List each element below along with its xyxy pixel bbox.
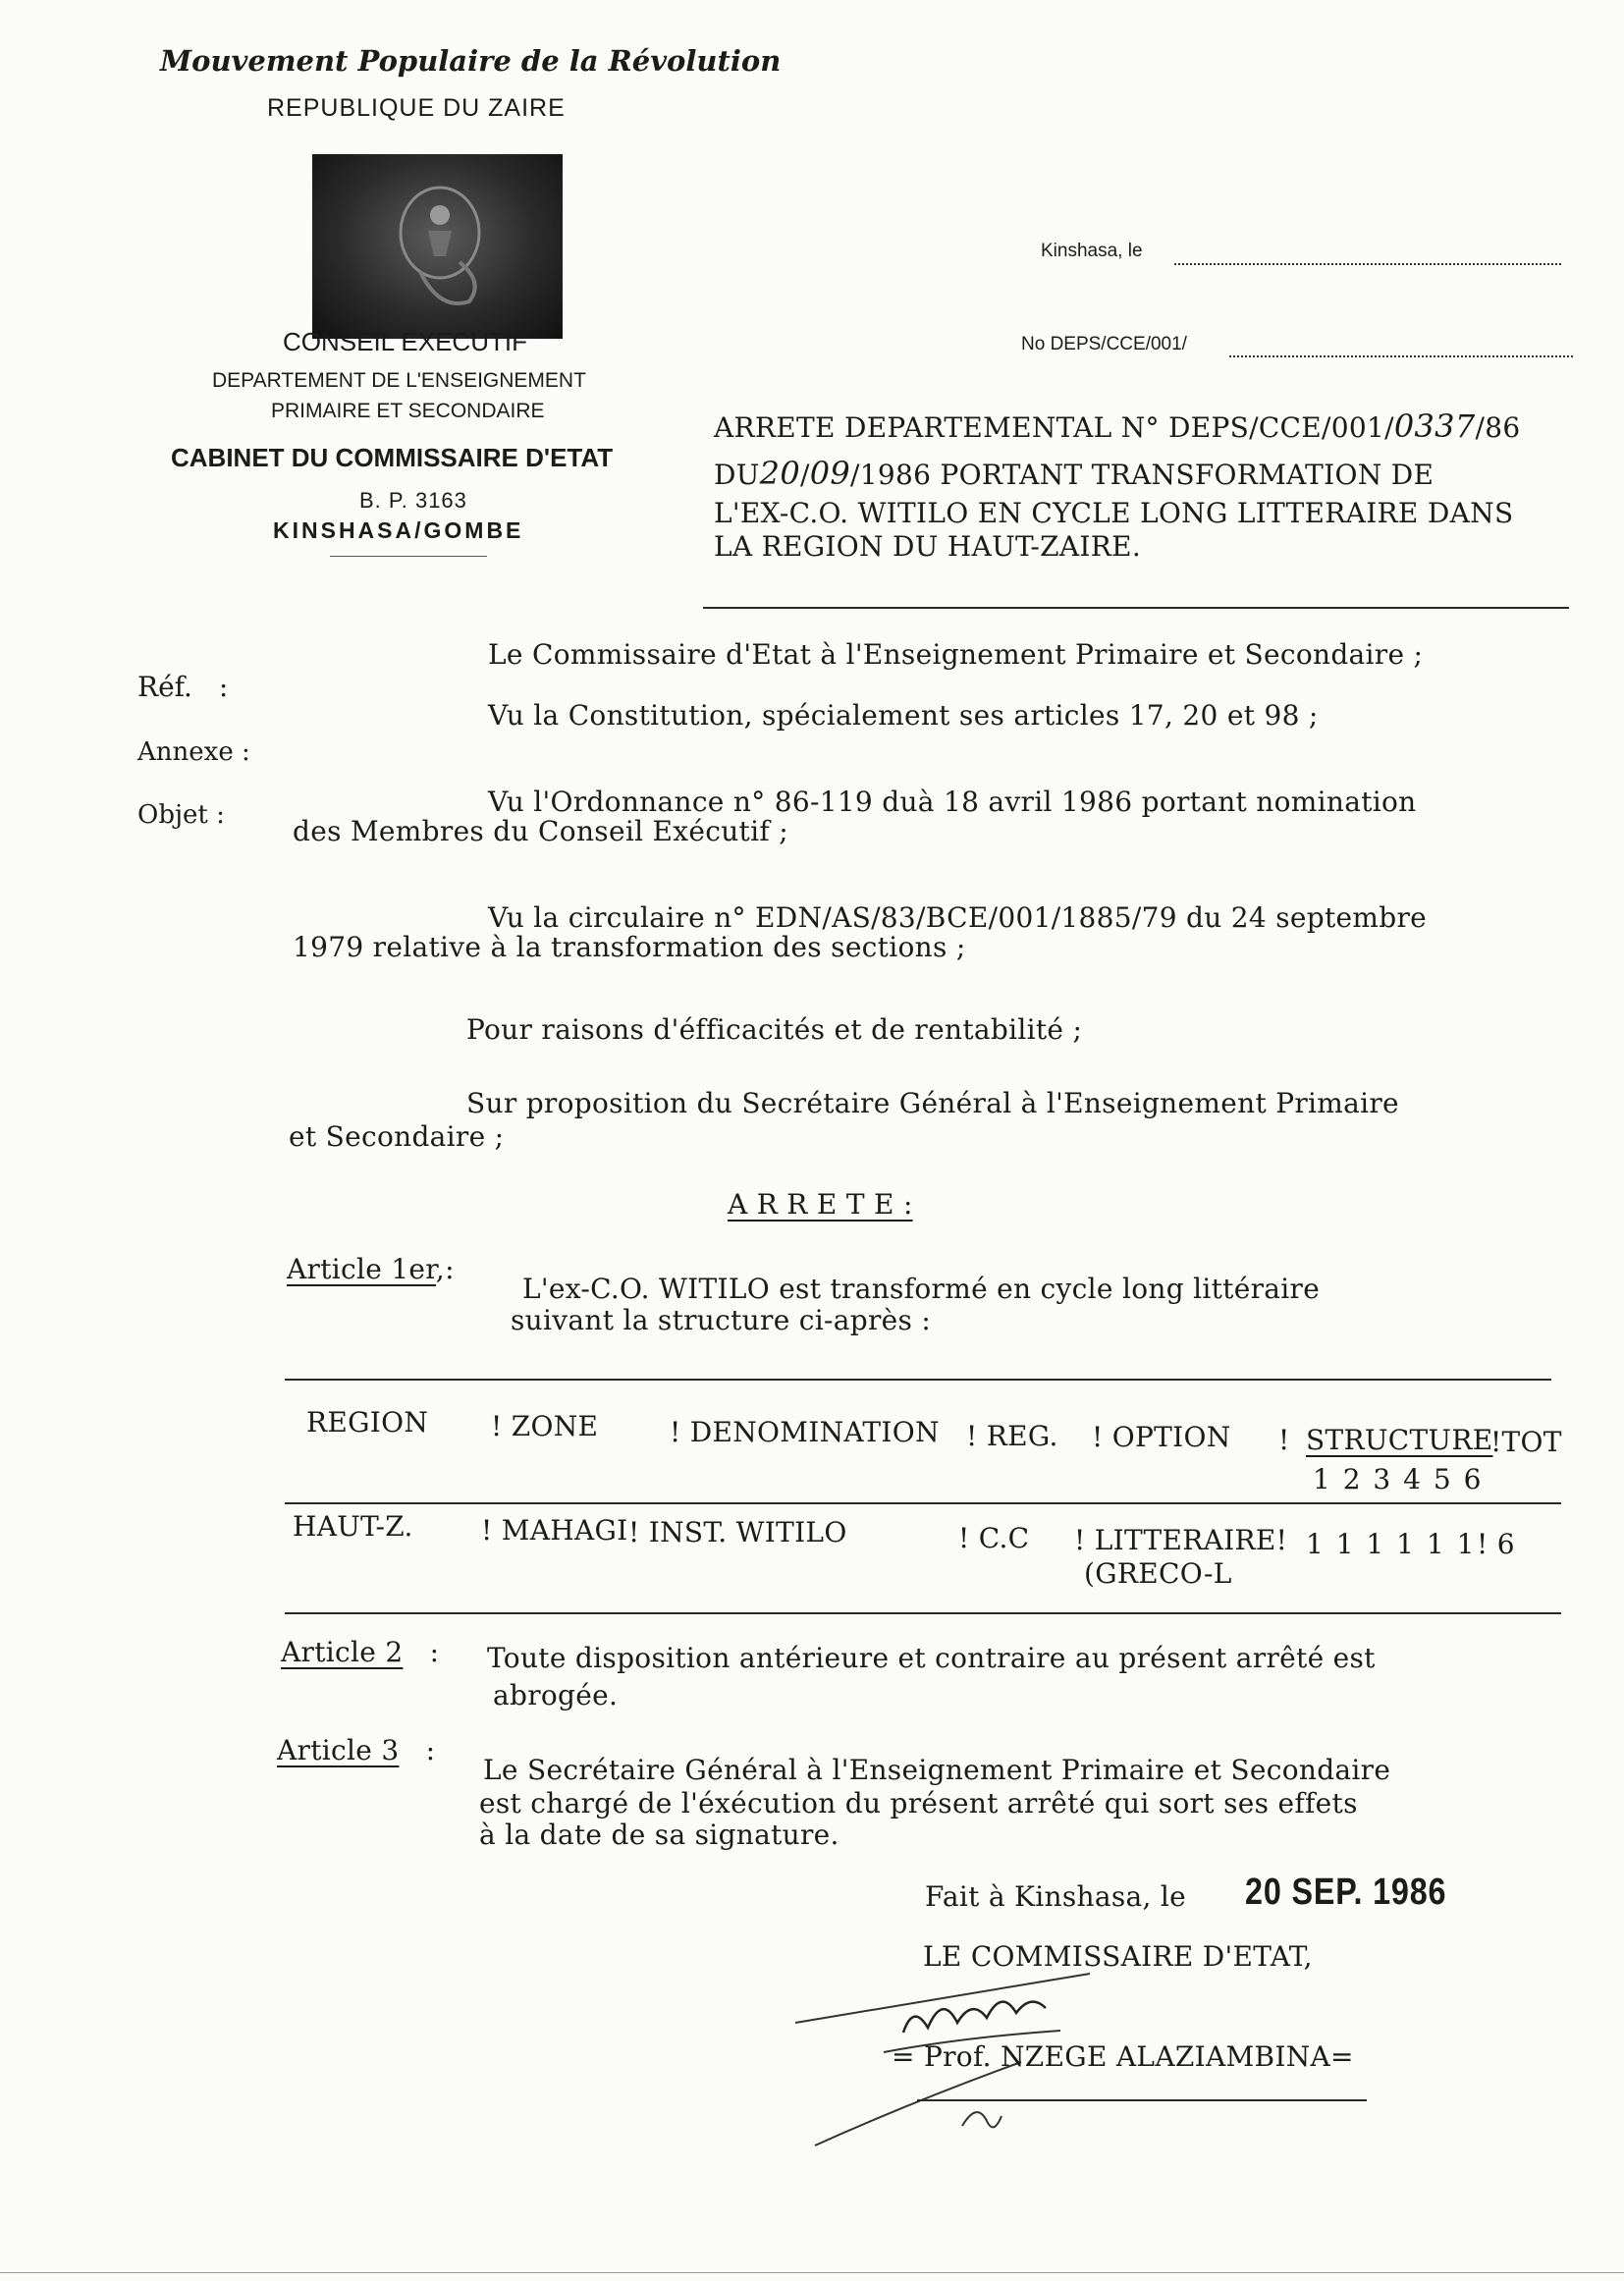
decree-title-line4: LA REGION DU HAUT-ZAIRE. (714, 530, 1142, 563)
header-region: REGION (306, 1406, 429, 1439)
article-3-separator: : (425, 1734, 436, 1766)
article-3-label (277, 1734, 435, 1766)
article-1-text-l1: L'ex-C.O. WITILO est transformé en cycle long littéraire (522, 1273, 1321, 1305)
ref-label-colon: : (218, 671, 229, 703)
decree-month-handwritten: 09 (809, 455, 851, 492)
article-1-label (287, 1253, 455, 1285)
header-denomination: ! DENOMINATION (670, 1416, 940, 1448)
article-3-label-text: Article 3 (277, 1734, 400, 1766)
preamble-circular-l2: 1979 relative à la transformation des sections ; (293, 931, 966, 963)
decree-day-handwritten: 20 (759, 455, 800, 492)
header-reg: ! REG. (966, 1420, 1058, 1452)
table-bottom-rule (285, 1612, 1561, 1614)
decree-title-line1 (714, 407, 1520, 445)
cell-region: HAUT-Z. (293, 1510, 413, 1543)
header-structure-years: 1 2 3 4 5 6 (1313, 1463, 1484, 1495)
arrete-heading-text: A R R E T E : (728, 1188, 913, 1221)
preamble-ordinance-l1: Vu l'Ordonnance n° 86-119 duà 18 avril 1986 portant nomination (488, 786, 1417, 818)
preamble-ordinance-l2: des Membres du Conseil Exécutif ; (293, 815, 788, 847)
title-underline (703, 607, 1569, 609)
objet-label: Objet : (137, 800, 225, 830)
cabinet-name: CABINET DU COMMISSAIRE D'ETAT (171, 443, 614, 472)
preamble-constitution: Vu la Constitution, spécialement ses articles 17, 20 et 98 ; (488, 699, 1319, 732)
ref-label-text: Réf. (137, 671, 192, 703)
article-1-text-l2: suivant la structure ci-après : (511, 1304, 932, 1336)
decree-date-prefix: DU (714, 459, 760, 491)
article-2-label (281, 1636, 439, 1668)
header-structure-text: STRUCTURE (1306, 1424, 1493, 1456)
preamble-proposal-l2: et Secondaire ; (289, 1120, 505, 1153)
article-2-separator: : (429, 1636, 440, 1668)
decree-date-suffix: /1986 PORTANT TRANSFORMATION DE (850, 459, 1435, 491)
signatory-name: = Prof. NZEGE ALAZIAMBINA= (892, 2040, 1354, 2073)
cell-structure: 1 1 1 1 1 1 (1306, 1528, 1477, 1560)
cell-denomination: ! INST. WITILO (628, 1516, 847, 1548)
decree-title-prefix: ARRETE DEPARTEMENTAL N° DEPS/CCE/001/ (714, 411, 1394, 444)
annexe-label: Annexe : (137, 737, 250, 767)
header-structure (1306, 1424, 1492, 1456)
cell-option-detail: (GRECO-L (1084, 1557, 1232, 1590)
header-separator: ! (1278, 1424, 1290, 1456)
place-date-label: Kinshasa, le (1041, 241, 1143, 261)
page-bottom-edge (0, 2272, 1624, 2273)
date-field-line (1174, 263, 1561, 265)
reference-number-label: No DEPS/CCE/001/ (1021, 334, 1187, 354)
executive-council: CONSEIL EXECUTIF (283, 327, 527, 356)
ref-label (137, 671, 228, 703)
department-line2: PRIMAIRE ET SECONDAIRE (271, 400, 545, 422)
article-3-text-l1: Le Secrétaire Général à l'Enseignement Primaire et Secondaire (483, 1754, 1391, 1786)
commissioner-title: LE COMMISSAIRE D'ETAT, (923, 1940, 1313, 1973)
decree-date-separator: / (799, 459, 810, 491)
city-name: KINSHASA/GOMBE (273, 517, 524, 543)
preamble-commissioner: Le Commissaire d'Etat à l'Enseignement Primaire et Secondaire ; (488, 638, 1424, 671)
article-2-label-text: Article 2 (281, 1636, 404, 1668)
arrete-heading (728, 1188, 913, 1221)
article-2-text-l1: Toute disposition antérieure et contraire au présent arrêté est (487, 1642, 1376, 1674)
po-box: B. P. 3163 (359, 488, 467, 513)
preamble-efficiency: Pour raisons d'éfficacités et de rentabilité ; (466, 1013, 1083, 1046)
decree-number-handwritten: 0337 (1393, 407, 1476, 445)
preamble-proposal-l1: Sur proposition du Secrétaire Général à l'Enseignement Primaire (466, 1087, 1399, 1119)
header-option: ! OPTION (1092, 1421, 1231, 1453)
cell-zone: ! MAHAGI (481, 1514, 628, 1547)
signed-at: Fait à Kinshasa, le (925, 1880, 1187, 1913)
cell-reg: ! C.C (958, 1522, 1030, 1554)
department-line1: DEPARTEMENT DE L'ENSEIGNEMENT (212, 369, 586, 392)
cell-total: ! 6 (1477, 1528, 1515, 1560)
movement-name: Mouvement Populaire de la Révolution (160, 44, 782, 78)
republic-name: REPUBLIQUE DU ZAIRE (267, 94, 566, 122)
cell-option: ! LITTERAIRE! (1074, 1524, 1288, 1556)
national-emblem-icon (312, 154, 563, 339)
article-3-text-l2: est chargé de l'éxécution du présent arrêté qui sort ses effets (479, 1787, 1358, 1819)
signature-underline (917, 2099, 1367, 2101)
header-total: !TOT (1490, 1426, 1562, 1458)
table-header-rule (285, 1502, 1561, 1504)
decree-title-line3: L'EX-C.O. WITILO EN CYCLE LONG LITTERAIRE DANS (714, 497, 1514, 529)
preamble-circular-l1: Vu la circulaire n° EDN/AS/83/BCE/001/1885/79 du 24 septembre (488, 901, 1428, 934)
article-1-label-text: Article 1er (287, 1253, 436, 1285)
table-top-rule (285, 1379, 1551, 1381)
article-3-text-l3: à la date de sa signature. (479, 1819, 839, 1851)
reference-field-line (1229, 355, 1573, 357)
decree-year-suffix: /86 (1475, 411, 1521, 444)
article-2-text-l2: abrogée. (493, 1679, 619, 1711)
header-zone: ! ZONE (491, 1410, 599, 1442)
date-stamp: 20 SEP. 1986 (1245, 1872, 1447, 1913)
decree-title-line2 (714, 455, 1434, 492)
article-1-separator: ,: (435, 1253, 455, 1285)
city-underline (330, 556, 487, 557)
